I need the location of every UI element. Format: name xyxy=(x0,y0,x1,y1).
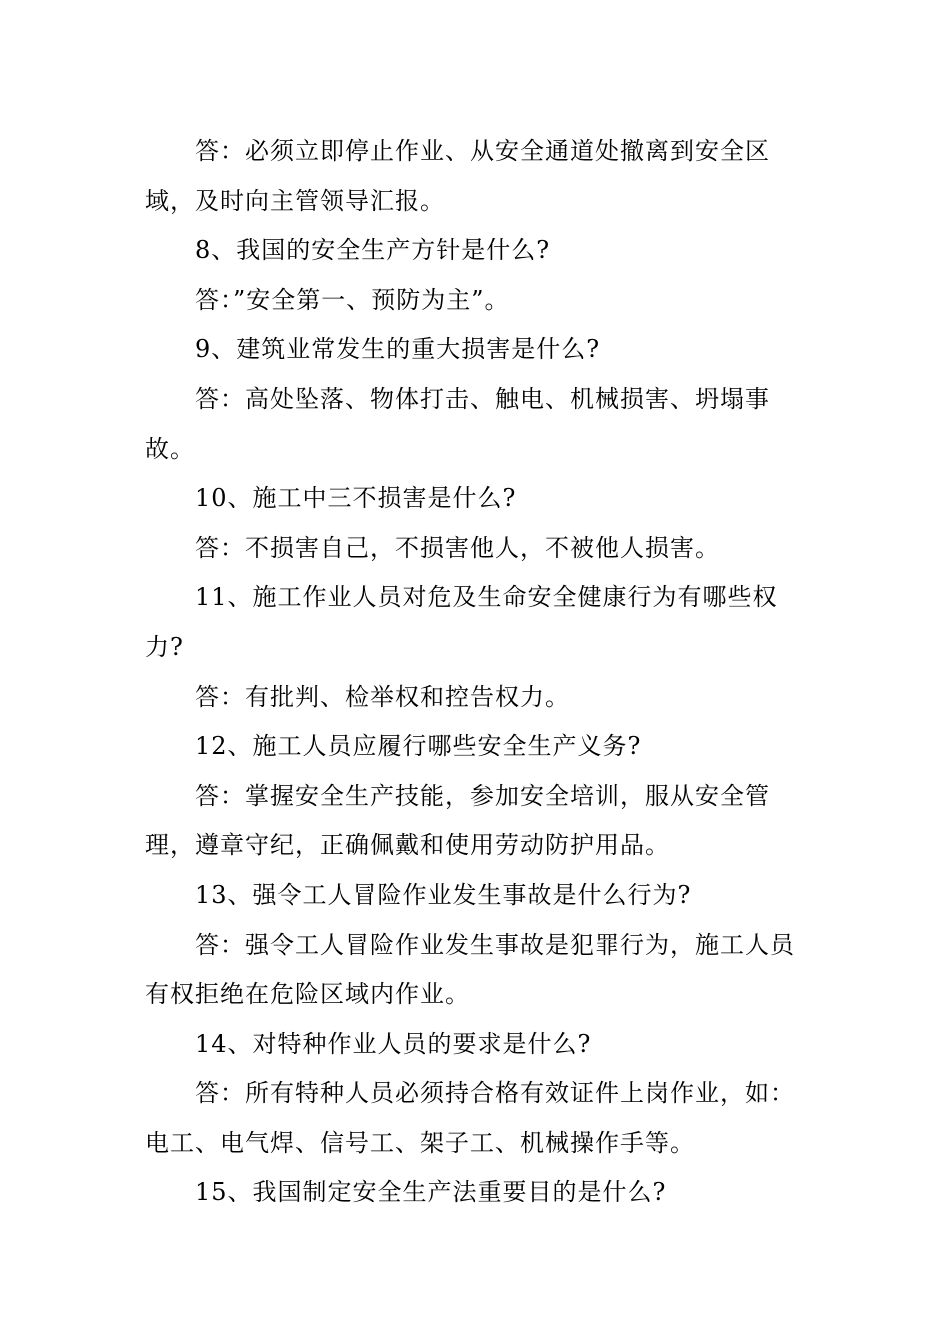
question-paragraph: 12、施工人员应履行哪些安全生产义务? xyxy=(195,732,642,761)
answer-paragraph: 答：必须立即停止作业、从安全通道处撤离到安全区域，及时向主管领导汇报。 xyxy=(145,137,770,215)
answer-paragraph: 答：掌握安全生产技能，参加安全培训，服从安全管理，遵章守纪，正确佩戴和使用劳动防护用品。 xyxy=(145,781,770,860)
question-paragraph: 14、对特种作业人员的要求是什么? xyxy=(195,1029,592,1058)
answer-paragraph: 答：有批判、检举权和控告权力。 xyxy=(195,682,570,711)
answer-paragraph: 答：所有特种人员必须持合格有效证件上岗作业，如：电工、电气焊、信号工、架子工、机械操作手等。 xyxy=(145,1079,795,1157)
question-paragraph: 10、施工中三不损害是什么? xyxy=(195,484,517,513)
question-paragraph: 13、强令工人冒险作业发生事故是什么行为? xyxy=(195,880,692,909)
question-paragraph: 11、施工作业人员对危及生命安全健康行为有哪些权力? xyxy=(145,583,778,661)
answer-paragraph: 答：强令工人冒险作业发生事故是犯罪行为，施工人员有权拒绝在危险区域内作业。 xyxy=(145,930,795,1009)
answer-paragraph: 答：不损害自己，不损害他人，不被他人损害。 xyxy=(195,533,720,562)
answer-paragraph: 答：”安全第一、预防为主”。 xyxy=(195,285,510,314)
answer-paragraph: 答：高处坠落、物体打击、触电、机械损害、坍塌事故。 xyxy=(145,384,770,463)
question-paragraph: 8、我国的安全生产方针是什么? xyxy=(195,236,551,265)
question-paragraph: 15、我国制定安全生产法重要目的是什么? xyxy=(195,1178,667,1207)
document-body xyxy=(145,127,815,1218)
question-paragraph: 9、建筑业常发生的重大损害是什么? xyxy=(195,335,601,364)
